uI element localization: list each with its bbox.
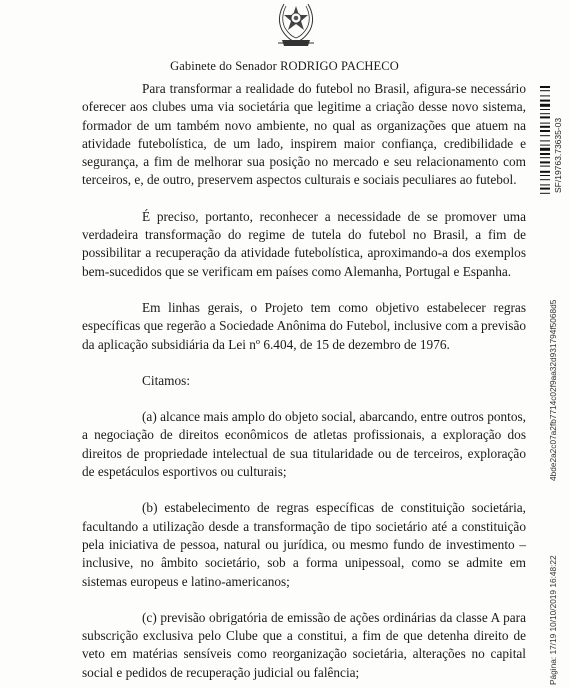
barcode-bar [540,145,550,146]
barcode-bar [540,161,550,163]
document-id-rail [540,86,564,224]
barcode-bar [540,113,550,114]
barcode-bar [540,140,550,141]
barcode-bar [540,148,550,151]
barcode-bar [540,188,550,190]
list-item-b: (b) estabelecimento de regras específicas de constituição societária, facultando a utilização desde a transformação de tipo societário até a constituição pela iniciativa de pessoa, natural ou jurídica, ou mesmo fundo de investimento – inclusive, no âmbito societário, sob a forma unipessoal, como se admite em sistemas europeus e latino-americanos; [82,500,526,589]
barcode-bar [540,126,550,128]
barcode-bar [540,90,550,91]
barcode-bar [540,109,550,110]
paragraph-objective: Em linhas gerais, o Projeto tem como objetivo estabelecer regras específicas que regerão a Sociedade Anônima do Futebol, inclusive com a previsão da aplicação subsidiária da Lei nº 6.404, de 15 de dezembro de 1976. [82,299,526,352]
barcode-bar [540,95,550,96]
page-info: Página: 17/19 10/10/2019 16:48:22 [548,555,558,685]
barcode-bar [540,153,550,155]
barcode-bar [540,157,550,158]
list-item-a: (a) alcance mais amplo do objeto social, abarcando, entre outros pontos, a negociação de direitos econômicos de atletas profissionais, a exploração dos direitos de propriedade intelectual de sua titularidade ou de terceiros, exploração de espetáculos esportivos ou culturais; [82,409,526,480]
barcode-bar [540,130,550,132]
barcode [540,86,550,224]
barcode-bar [540,166,550,167]
sf-document-code: SF/19763.73635-03 [553,117,563,193]
side-metadata [543,300,563,685]
barcode-bar [540,184,550,185]
office-header: Gabinete do Senador RODRIGO PACHECO [170,59,399,73]
paragraph-intro: Para transformar a realidade do futebol no Brasil, afigura-se necessário oferecer aos clubes uma via societária que legitime a criação desse novo sistema, formador de um também novo ambiente, no qual as organizações que atuem na atividade futebolística, de um lado, inspirem maior confiança, credibilidade e segurança, a fim de melhorar sua posição no mercado e seu relacionamento com terceiros, e, de outro, preservem aspectos culturais e sociais peculiares ao futebol. [82,81,526,188]
barcode-bar [540,86,550,88]
barcode-bar [540,104,550,107]
barcode-bar [540,100,550,102]
list-item-c: (c) previsão obrigatória de emissão de ações ordinárias da classe A para subscrição exclusiva pelo Clube que a constitui, a fim de que detenha direito de veto em matérias sensíveis como reorganização societária, alterações no capital social e pedidos de recuperação judicial ou falência; [82,609,526,680]
document-body [82,80,526,682]
barcode-bar [540,123,550,124]
barcode-bar [540,171,550,173]
barcode-bar [540,193,550,194]
paragraph-transformation: É preciso, portanto, reconhecer a necessidade de se promover uma verdadeira transformação do regime de tutela do futebol no Brasil, a fim de possibilitar a recuperação da atividade futebolística, aproximando-a dos exemplos bem-sucedidos que se verificam em países como Alemanha, Portugal e Espanha. [82,208,526,279]
barcode-bar [540,135,550,136]
document-hash: 4bde2a2c07a2fb7714c02f9aa32d931794f5068d5 [548,300,558,482]
barcode-bar [540,116,550,118]
coat-of-arms-seal [270,0,322,48]
paragraph-citamos: Citamos: [142,372,191,388]
barcode-bar [540,175,550,176]
barcode-bar [540,179,550,180]
